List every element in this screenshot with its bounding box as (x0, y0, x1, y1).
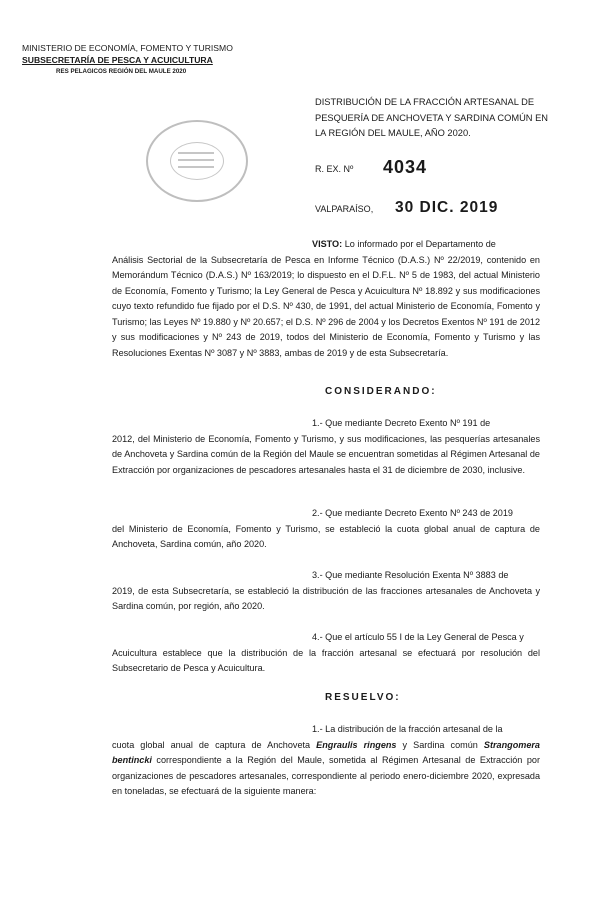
resuelvo-item-1: 1.- La distribución de la fracción artesanal de la cuota global anual de captura de Anchoveta Engraulis ringens y Sardina común Strangomera bentincki correspondiente a la Región del Maule, sometida al Régimen Artesanal de Extracción por organizaciones de pescadores artesanales, correspondiente al periodo enero-diciembre 2020, expresada en toneladas, se efectuará de la siguiente manera: (112, 724, 540, 796)
visto-label: VISTO: (312, 239, 343, 249)
reference-code: RES PELAGICOS REGIÓN DEL MAULE 2020 (56, 68, 187, 75)
resolution-subject: DISTRIBUCIÓN DE LA FRACCIÓN ARTESANAL DE PESQUERÍA DE ANCHOVETA Y SARDINA COMÚN EN LA REGIÓN DEL MAULE, AÑO 2020. (315, 97, 548, 138)
resolution-number: 4034 (383, 157, 428, 177)
species-anchoveta: Engraulis ringens (316, 739, 397, 750)
considerando-item-3: 3.- Que mediante Resolución Exenta Nº 3883 de 2019, de esta Subsecretaría, se estableció la distribución de las fracciones artesanales de Anchoveta y Sardina común, por región, año 2020. (112, 570, 540, 611)
considerando-item-2: 2.- Que mediante Decreto Exento Nº 243 de 2019 del Ministerio de Economía, Fomento y Turismo, se estableció la cuota global anual de captura de Anchoveta, Sardina común, año 2020. (112, 508, 540, 549)
species-sardina: Strangomera bentincki (112, 739, 540, 765)
date: 30 DIC. 2019 (395, 199, 499, 216)
ministry-name: MINISTERIO DE ECONOMÍA, FOMENTO Y TURISMO (22, 43, 233, 53)
visto-paragraph: VISTO: Lo informado por el Departamento de Análisis Sectorial de la Subsecretaría de Pesca en Informe Técnico (D.A.S.) Nº 22/2019, contenido en Memorándum Técnico (D.A.S.) Nº 163/2019; lo dispuesto en el D.F.L. Nº 5 de 1983, del actual Ministerio de Economía, Fomento y Turismo; la Ley General de Pesca y Acuicultura Nº 18.892 y sus modificaciones cuyo texto refundido fue fijado por el D.S. Nº 430, de 1991, del actual Ministerio de Economía, Fomento y Turismo; las Leyes Nº 19.880 y Nº 20.657; el D.S. Nº 296 de 2004 y los Decretos Exentos Nº 191 de 2012 y sus modificaciones y Nº 243 de 2019, todos del Ministerio de Economía, Fomento y Turismo y las Resoluciones Exentas Nº 3087 y Nº 3883, ambas de 2019 y de esta Subsecretaría. (112, 239, 540, 358)
place-date-block (315, 199, 499, 216)
considerando-item-4: 4.- Que el artículo 55 I de la Ley General de Pesca y Acuicultura establece que la distribución de la fracción artesanal se efectuará por resolución del Subsecretario de Pesca y Acuicultura. (112, 632, 540, 673)
resolution-label: R. EX. Nº (315, 164, 354, 174)
official-seal-icon (146, 120, 248, 202)
place: VALPARAÍSO, (315, 204, 374, 214)
subsecretaria-name: SUBSECRETARÍA DE PESCA Y ACUICULTURA (22, 55, 213, 65)
considerando-item-1: 1.- Que mediante Decreto Exento Nº 191 de 2012, del Ministerio de Economía, Fomento y Turismo, y sus modificaciones, las pesquerías artesanales de Anchoveta y Sardina común de la Región del Maule se encuentran sometidas al Régimen Artesanal de Extracción por organizaciones de pescadores artesanales hasta el 31 de diciembre de 2030, inclusive. (112, 418, 540, 475)
letterhead (22, 42, 262, 78)
resuelvo-heading: RESUELVO: (325, 692, 401, 703)
considerando-heading: CONSIDERANDO: (325, 386, 437, 397)
resolution-number-block (315, 157, 428, 177)
